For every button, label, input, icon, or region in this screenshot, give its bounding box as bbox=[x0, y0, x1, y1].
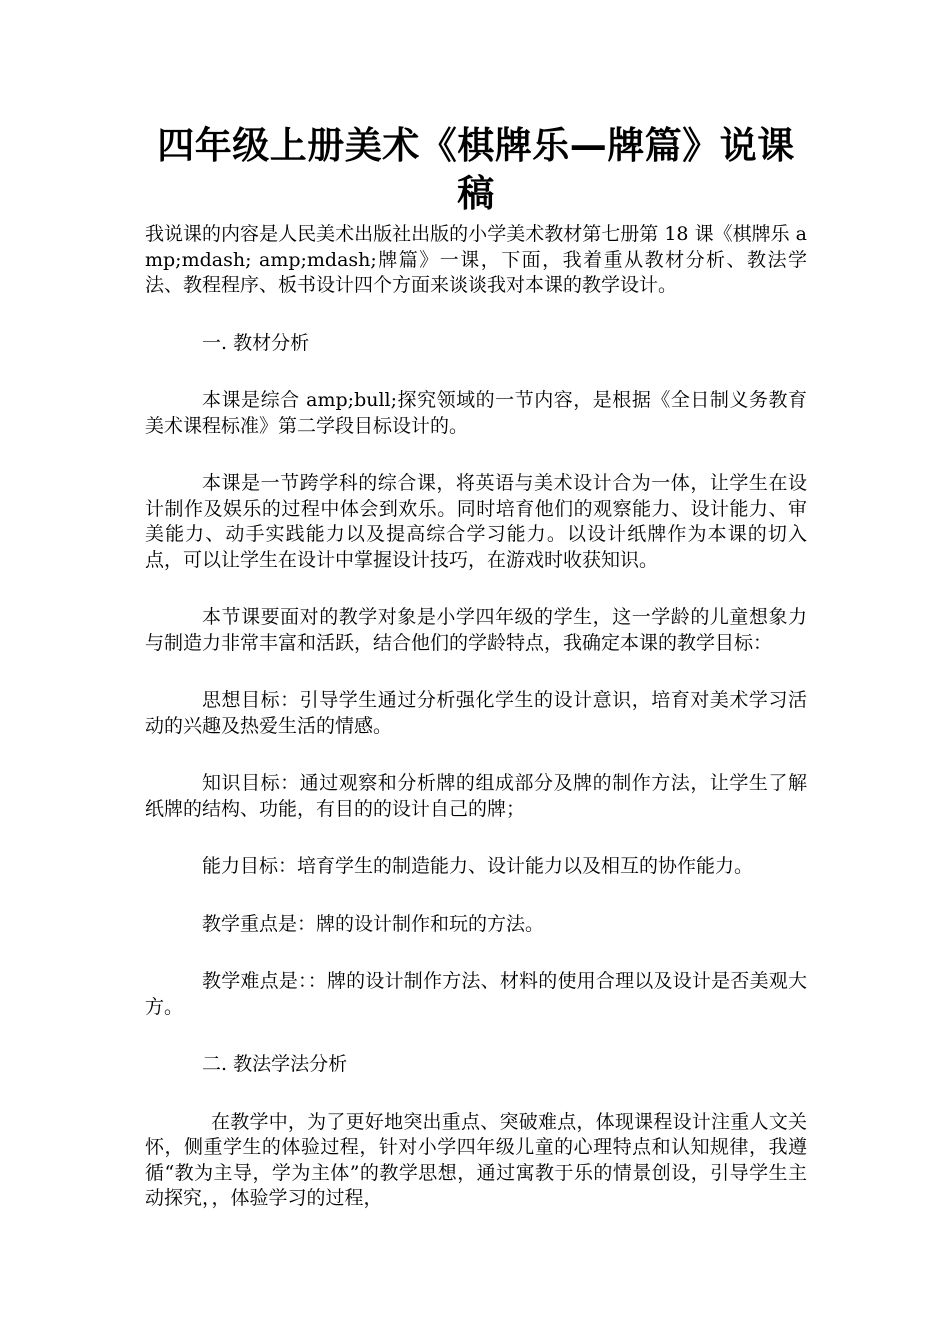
goal-knowledge-paragraph: 知识目标：通过观察和分析牌的组成部分及牌的制作方法，让学生了解纸牌的结构、功能，有目的的设计自己的牌； bbox=[145, 772, 807, 820]
teaching-focus-paragraph: 教学重点是：牌的设计制作和玩的方法。 bbox=[202, 912, 545, 935]
section-heading-method-analysis: 二. 教法学法分析 bbox=[202, 1053, 348, 1075]
intro-paragraph: 我说课的内容是人民美术出版社出版的小学美术教材第七册第 18 课《棋牌乐 amp;mdash; amp;mdash;牌篇》一课，下面，我着重从教材分析、教法学法、教程程序、板书设计四个方面来谈谈我对本课的教学设计。 bbox=[145, 223, 808, 296]
section-heading-material-analysis: 一. 教材分析 bbox=[202, 331, 310, 354]
body-paragraph: 本节课要面对的教学对象是小学四年级的学生，这一学龄的儿童想象力与制造力非常丰富和活跃，结合他们的学龄特点，我确定本课的教学目标： bbox=[145, 606, 807, 654]
teaching-difficulty-paragraph: 教学难点是：：牌的设计制作方法、材料的使用合理以及设计是否美观大方。 bbox=[145, 970, 807, 1018]
body-paragraph: 本课是一节跨学科的综合课，将英语与美术设计合为一体，让学生在设计制作及娱乐的过程中体会到欢乐。同时培育他们的观察能力、设计能力、审美能力、动手实践能力以及提高综合学习能力。以设计纸牌作为本课的切入点，可以让学生在设计中掌握设计技巧，在游戏时收获知识。 bbox=[145, 472, 807, 571]
body-paragraph: 本课是综合 amp;bull;探究领域的一节内容，是根据《全日制义务教育美术课程标准》第二学段目标设计的。 bbox=[145, 389, 807, 437]
document-page bbox=[145, 122, 807, 1244]
goal-thought-paragraph: 思想目标：引导学生通过分析强化学生的设计意识，培育对美术学习活动的兴趣及热爱生活的情感。 bbox=[145, 689, 807, 737]
body-paragraph: 在教学中，为了更好地突出重点、突破难点，体现课程设计注重人文关怀，侧重学生的体验过程，针对小学四年级儿童的心理特点和认知规律，我遵循“教为主导，学为主体”的教学思想，通过寓教于乐的情景创设，引导学生主动探究，，体验学习的过程， bbox=[145, 1110, 807, 1209]
document-title: 四年级上册美术《棋牌乐—牌篇》说课稿 bbox=[157, 124, 795, 215]
goal-ability-paragraph: 能力目标：培育学生的制造能力、设计能力以及相互的协作能力。 bbox=[202, 855, 754, 877]
